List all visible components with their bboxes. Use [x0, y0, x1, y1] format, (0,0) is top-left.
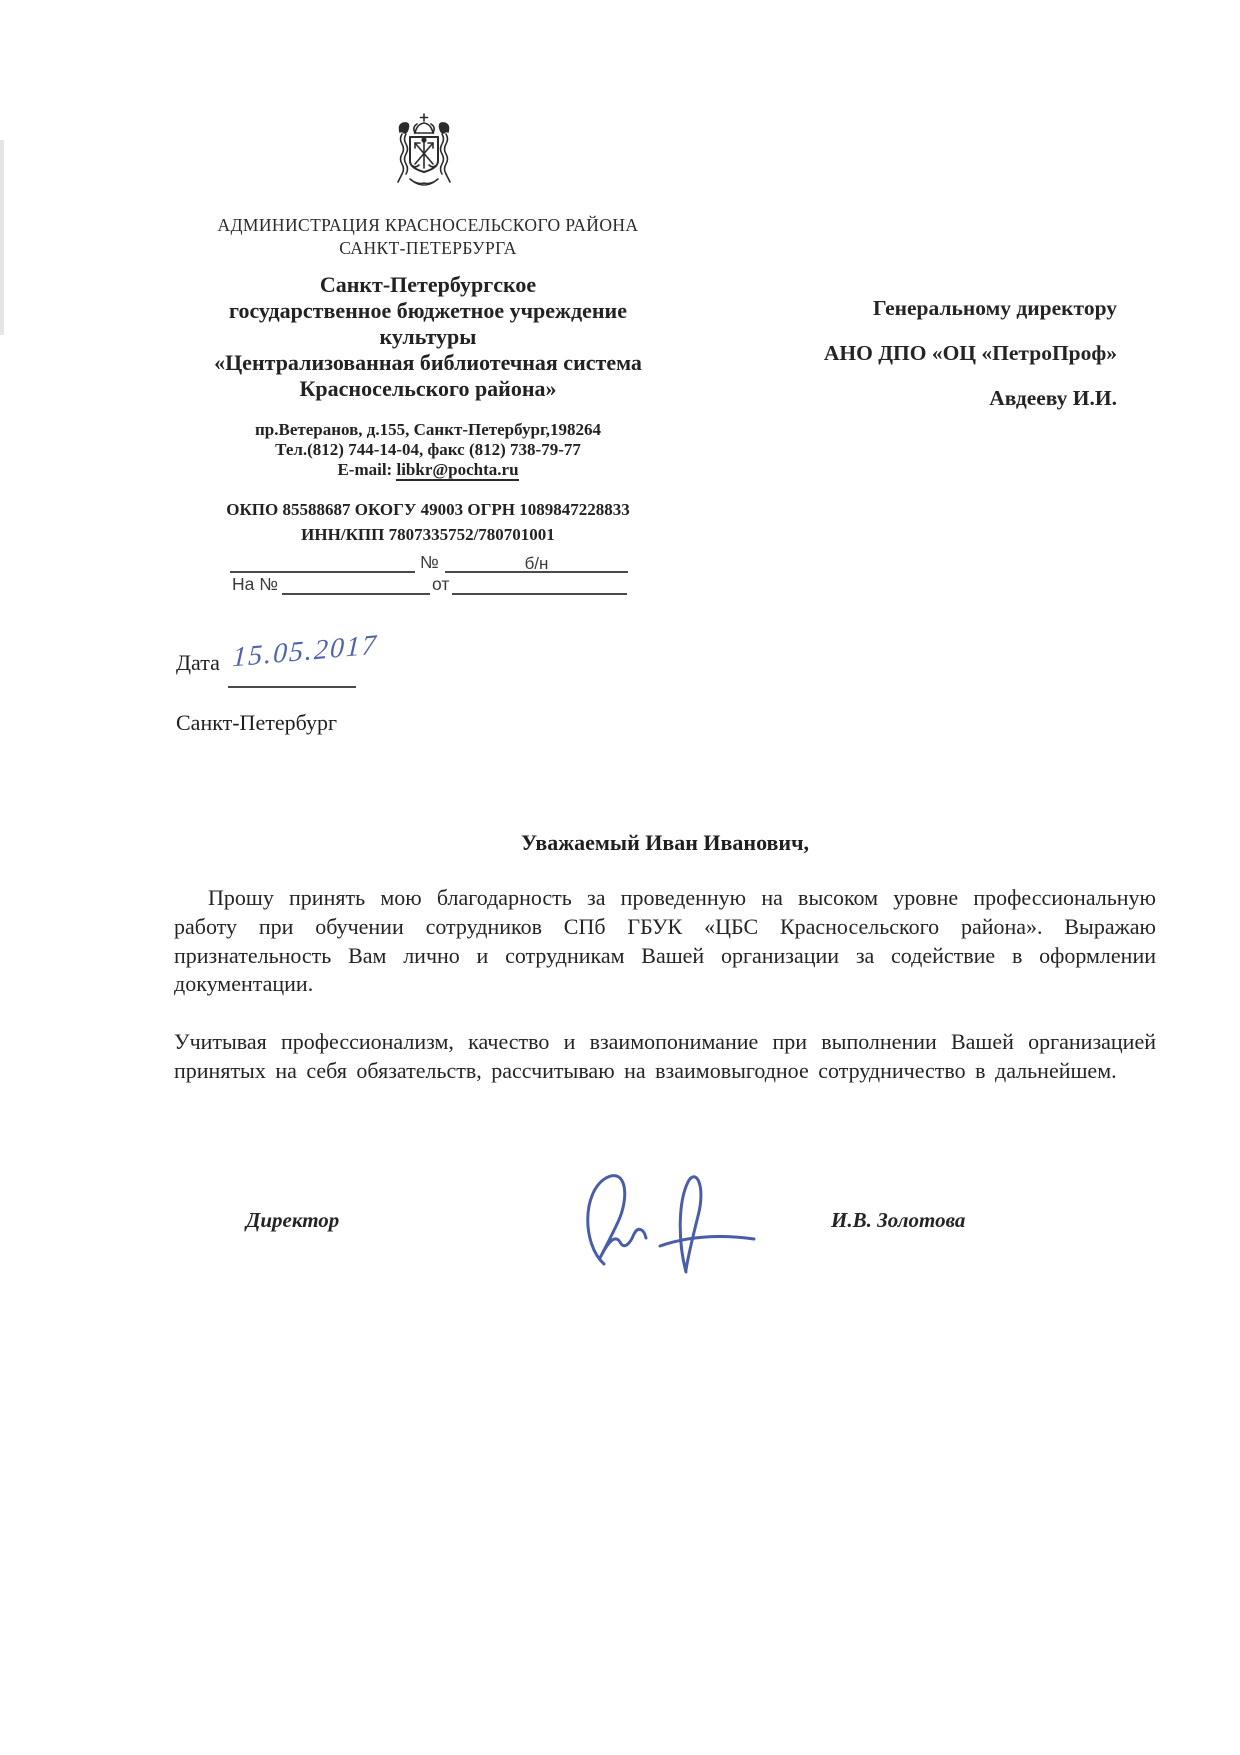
org-name-line: культуры: [379, 324, 477, 349]
letterhead-contacts: [208, 420, 648, 480]
handwritten-signature: [560, 1160, 770, 1290]
outgoing-number-blank: [230, 554, 415, 573]
st-petersburg-coat-of-arms-icon: [388, 112, 460, 197]
outgoing-number-value: б/н: [445, 554, 628, 573]
email-label: E-mail:: [337, 460, 393, 479]
scan-edge-artifact: [0, 140, 4, 335]
number-sign-label: №: [420, 552, 439, 572]
city-line: Санкт-Петербург: [176, 710, 337, 735]
signatory-position: Директор: [246, 1208, 340, 1232]
recipient-organization: АНО ДПО «ОЦ «ПетроПроф»: [823, 341, 1117, 365]
org-name-line: государственное бюджетное учреждение: [229, 298, 627, 323]
administration-line2: САНКТ-ПЕТЕРБУРГА: [339, 238, 517, 258]
email-address: libkr@pochta.ru: [396, 460, 519, 479]
body-paragraph-1: Прошу принять мою благодарность за проведенную на высоком уровне профессиональную работу при обучении сотрудников СПб ГБУК «ЦБС Красносельского района». Выражаю признательность Вам лично и сотрудникам Вашей организации за содействие в оформлении документации.: [174, 885, 1156, 997]
handwritten-date: 15.05.2017: [231, 629, 379, 674]
reply-to-number-label: На №: [232, 574, 279, 594]
letterhead-codes: [188, 497, 668, 547]
reply-number-blank: [282, 576, 430, 595]
from-date-label: от: [432, 574, 450, 594]
administration-line1: АДМИНИСТРАЦИЯ КРАСНОСЕЛЬСКОГО РАЙОНА: [217, 215, 639, 235]
phone-fax: Тел.(812) 744-14-04, факс (812) 738-79-77: [275, 440, 581, 459]
letterhead-administration: [208, 214, 648, 260]
recipient-position: Генеральному директору: [873, 296, 1117, 320]
org-name-line: Красносельского района»: [299, 376, 557, 401]
okpo-ogrn-line: ОКПО 85588687 ОКОГУ 49003 ОГРН 1089847228833: [226, 500, 630, 519]
org-name-line: Санкт-Петербургское: [319, 272, 537, 297]
postal-address: пр.Ветеранов, д.155, Санкт-Петербург,198264: [255, 420, 601, 439]
email-line: [208, 460, 648, 480]
reply-date-blank: [452, 576, 627, 595]
inn-kpp-line: ИНН/КПП 7807335752/780701001: [301, 525, 555, 544]
recipient-block: [705, 286, 1117, 421]
salutation: Уважаемый Иван Иванович,: [520, 830, 810, 855]
recipient-name: Авдееву И.И.: [989, 386, 1117, 410]
body-paragraph-2: Учитывая профессионализм, качество и взаимопонимание при выполнении Вашей организацией принятых на себя обязательств, рассчитываю на взаимовыгодное сотрудничество в дальнейшем.: [174, 1029, 1156, 1083]
org-name-line: «Централизованная библиотечная система: [214, 350, 642, 375]
date-label: Дата: [176, 650, 220, 675]
letterhead-organization-name: [168, 272, 688, 402]
signatory-name: И.В. Золотова: [831, 1208, 966, 1232]
